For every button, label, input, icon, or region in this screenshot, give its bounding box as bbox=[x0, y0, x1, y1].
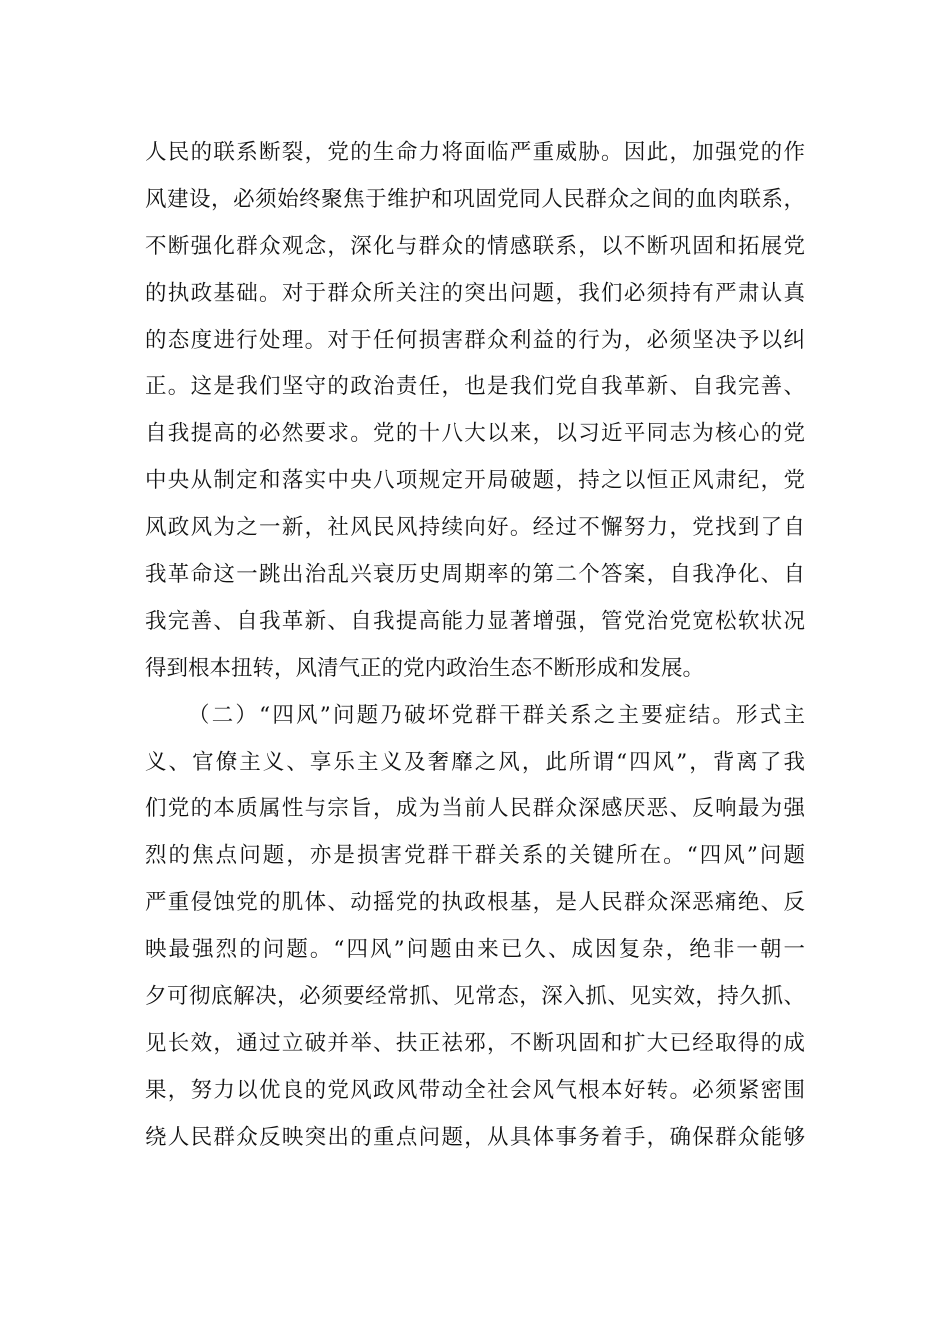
text-line: 我革命这一跳出治乱兴衰历史周期率的第二个答案，自我净化、自 bbox=[145, 562, 805, 588]
text-line: 绕人民群众反映突出的重点问题，从具体事务着手，确保群众能够 bbox=[145, 1124, 805, 1150]
text-line: 烈的焦点问题，亦是损害党群干群关系的关键所在。“四风”问题 bbox=[145, 843, 805, 869]
text-line: 夕可彻底解决，必须要经常抓、见常态，深入抓、见实效，持久抓、 bbox=[145, 984, 805, 1010]
text-line: 人民的联系断裂，党的生命力将面临严重威胁。因此，加强党的作 bbox=[145, 140, 805, 165]
text-line: 风政风为之一新，社风民风持续向好。经过不懈努力，党找到了自 bbox=[145, 515, 805, 541]
body-text bbox=[145, 130, 805, 1162]
text-line: 严重侵蚀党的肌体、动摇党的执政根基，是人民群众深恶痛绝、反 bbox=[145, 890, 805, 916]
text-line: 正。这是我们坚守的政治责任，也是我们党自我革新、自我完善、 bbox=[145, 374, 805, 400]
text-line: 果，努力以优良的党风政风带动全社会风气根本好转。必须紧密围 bbox=[145, 1077, 805, 1103]
text-line: 的执政基础。对于群众所关注的突出问题，我们必须持有严肃认真 bbox=[145, 280, 805, 306]
text-line: 义、官僚主义、享乐主义及奢靡之风，此所谓“四风”，背离了我 bbox=[145, 749, 805, 775]
text-line: 我完善、自我革新、自我提高能力显著增强，管党治党宽松软状况 bbox=[145, 608, 805, 634]
text-line: 自我提高的必然要求。党的十八大以来，以习近平同志为核心的党 bbox=[145, 421, 805, 447]
text-line: 风建设，必须始终聚焦于维护和巩固党同人民群众之间的血肉联系， bbox=[145, 186, 805, 212]
section-heading-line: （二）“四风”问题乃破坏党群干群关系之主要症结。形式主 bbox=[188, 702, 805, 728]
text-line: 的态度进行处理。对于任何损害群众利益的行为，必须坚决予以纠 bbox=[145, 327, 805, 353]
text-line: 们党的本质属性与宗旨，成为当前人民群众深感厌恶、反响最为强 bbox=[145, 796, 805, 822]
text-line: 不断强化群众观念，深化与群众的情感联系，以不断巩固和拓展党 bbox=[145, 233, 805, 259]
paragraph-1 bbox=[145, 130, 805, 693]
text-line: 见长效，通过立破并举、扶正祛邪，不断巩固和扩大已经取得的成 bbox=[145, 1030, 805, 1056]
text-line: 中央从制定和落实中央八项规定开局破题，持之以恒正风肃纪，党 bbox=[145, 468, 805, 494]
paragraph-2 bbox=[145, 693, 805, 1162]
text-line: 得到根本扭转，风清气正的党内政治生态不断形成和发展。 bbox=[145, 655, 705, 681]
text-line: 映最强烈的问题。“四风”问题由来已久、成因复杂，绝非一朝一 bbox=[145, 937, 805, 963]
